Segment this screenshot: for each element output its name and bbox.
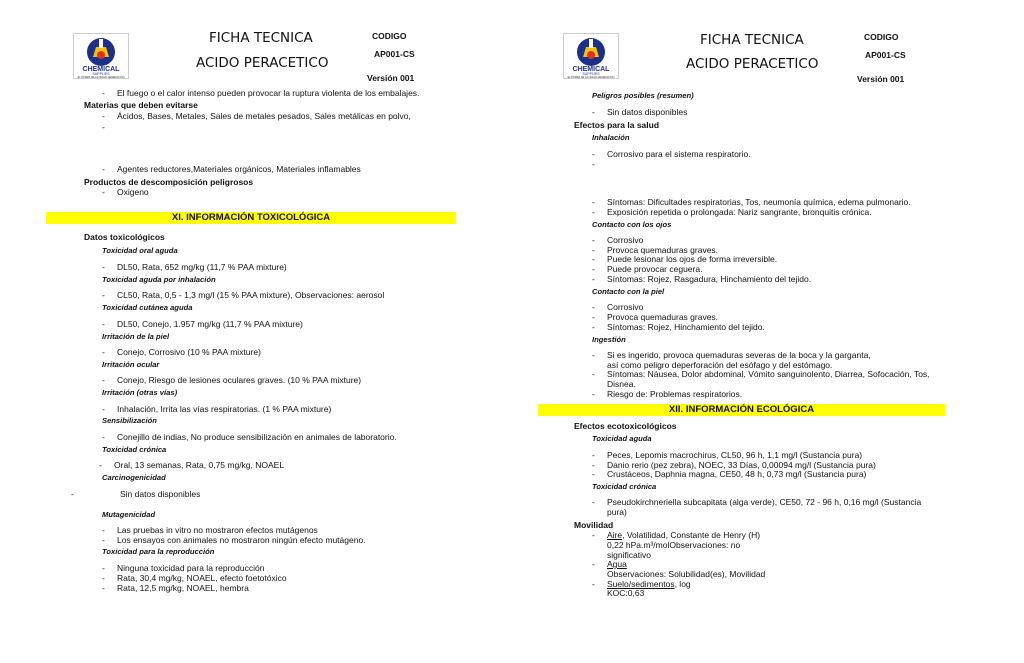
subsection-label: Irritación ocular bbox=[102, 360, 160, 369]
svg-text:SUPPLIES: SUPPLIES bbox=[582, 72, 600, 76]
svg-text:CHEMICAL: CHEMICAL bbox=[82, 66, 120, 73]
code-label: CODIGO bbox=[372, 31, 407, 41]
suelo-text: , log bbox=[674, 579, 691, 589]
code-value: AP001-CS bbox=[374, 49, 415, 59]
list-item-continuation: 0,22 hPa.m³/molObservaciones: no bbox=[607, 540, 741, 550]
section-band-xii bbox=[538, 404, 945, 416]
company-logo bbox=[563, 33, 619, 79]
bullet-dash: - bbox=[102, 535, 105, 545]
list-item: Rata, 30,4 mg/kg, NOAEL, efecto foetotóxico bbox=[117, 573, 287, 583]
sheet-subtitle: ACIDO PERACETICO bbox=[686, 56, 819, 72]
bullet-dash: - bbox=[592, 235, 595, 245]
bullet-dash: - bbox=[592, 469, 595, 479]
subsection-label: Ingestión bbox=[592, 335, 626, 344]
bullet-dash: - bbox=[102, 347, 105, 357]
subsection-label: Sensibilización bbox=[102, 416, 157, 425]
subsection-label: Peligros posibles (resumen) bbox=[592, 91, 694, 100]
bullet-dash: - bbox=[102, 563, 105, 573]
list-item bbox=[607, 530, 760, 540]
list-item: Las pruebas in vitro no mostraron efectos mutágenos bbox=[117, 525, 318, 535]
bullet-dash: - bbox=[102, 375, 105, 385]
bullet-dash: - bbox=[592, 149, 595, 159]
list-item: Riesgo de: Problemas respiratorios. bbox=[607, 389, 743, 399]
subsection-label: Irritación (otras vías) bbox=[102, 388, 178, 397]
bullet-dash: - bbox=[102, 111, 105, 121]
bullet-dash: - bbox=[592, 107, 595, 117]
aire-text: , Volatilidad, Constante de Henry (H) bbox=[622, 530, 761, 540]
bullet-dash: - bbox=[592, 207, 595, 217]
subsection-label: Contacto con la piel bbox=[592, 287, 665, 296]
bullet-dash: - bbox=[102, 187, 105, 197]
agua-label: Agua bbox=[607, 559, 627, 569]
subsection-label: Carcinogenicidad bbox=[102, 473, 166, 482]
bullet-dash: - bbox=[592, 530, 595, 540]
section-subtitle: Movilidad bbox=[574, 520, 614, 530]
list-item: Corrosivo bbox=[607, 302, 644, 312]
section-subtitle: Efectos ecotoxicológicos bbox=[574, 421, 677, 431]
sheet-title: FICHA TECNICA bbox=[209, 30, 313, 46]
aire-label: Aire bbox=[607, 530, 623, 540]
bullet-dash: - bbox=[592, 460, 595, 470]
bullet-dash: - bbox=[102, 319, 105, 329]
bullet-dash: - bbox=[592, 245, 595, 255]
bullet-dash: - bbox=[102, 290, 105, 300]
bullet-dash: - bbox=[592, 197, 595, 207]
sheet-subtitle: ACIDO PERACETICO bbox=[196, 55, 329, 71]
svg-text:CHEMICAL: CHEMICAL bbox=[572, 66, 610, 73]
section-subtitle: Productos de descomposición peligrosos bbox=[84, 177, 254, 187]
section-band-xi bbox=[46, 212, 456, 224]
subsection-label: Toxicidad para la reproducción bbox=[102, 547, 215, 556]
subsection-label: Toxicidad aguda por inhalación bbox=[102, 275, 216, 284]
section-subtitle: Materias que deben evitarse bbox=[84, 100, 198, 110]
list-item: Síntomas: Rojez, Hinchamiento del tejido. bbox=[607, 322, 765, 332]
list-item: Peces, Lepomis macrochirus, CL50, 96 h, 1,1 mg/l (Sustancia pura) bbox=[607, 450, 863, 460]
bullet-dash: - bbox=[592, 322, 595, 332]
sheet-title: FICHA TECNICA bbox=[700, 32, 804, 48]
bullet-dash: - bbox=[592, 302, 595, 312]
list-item: Conejo, Riesgo de lesiones oculares graves. (10 % PAA mixture) bbox=[117, 375, 362, 385]
bullet-dash: - bbox=[102, 525, 105, 535]
list-item: Síntomas: Náusea, Dolor abdominal, Vómito sanguinolento, Diarrea, Sofocación, Tos, bbox=[607, 369, 930, 379]
subsection-label: Toxicidad oral aguda bbox=[102, 246, 178, 255]
list-item: Corrosivo bbox=[607, 235, 644, 245]
list-item-continuation: Disnea. bbox=[607, 379, 636, 389]
bullet-dash: - bbox=[592, 369, 595, 379]
list-item: Corrosivo para el sistema respiratorio. bbox=[607, 149, 751, 159]
subsection-label: Inhalación bbox=[592, 133, 630, 142]
list-item: Exposición repetida o prolongada: Nariz sangrante, bronquitis crónica. bbox=[607, 207, 872, 217]
company-logo bbox=[73, 33, 129, 79]
svg-text:EL PODER DE LA NUEVA GENERACIÓ: EL PODER DE LA NUEVA GENERACIÓN bbox=[567, 76, 615, 79]
list-item: Conejillo de indias, No produce sensibilización en animales de laboratorio. bbox=[117, 432, 397, 442]
list-item: Provoca quemaduras graves. bbox=[607, 312, 719, 322]
section-heading: XII. INFORMACIÓN ECOLÓGICA bbox=[668, 404, 815, 415]
list-item: Los ensayos con animales no mostraron ningún efecto mutágeno. bbox=[117, 535, 366, 545]
bullet-dash: - bbox=[102, 573, 105, 583]
list-item: CL50, Rata, 0,5 - 1,3 mg/l (15 % PAA mixture), Observaciones: aerosol bbox=[117, 290, 385, 300]
list-item: Crustáceos, Daphnia magna, CE50, 48 h, 0,73 mg/l (Sustancia pura) bbox=[607, 469, 867, 479]
bullet-dash: - bbox=[102, 122, 105, 132]
bullet-dash: - bbox=[592, 264, 595, 274]
code-label: CODIGO bbox=[864, 32, 899, 42]
bullet-dash: - bbox=[102, 262, 105, 272]
list-item: Oral, 13 semanas, Rata, 0,75 mg/kg, NOAEL bbox=[114, 460, 285, 470]
list-item: Ninguna toxicidad para la reproducción bbox=[117, 563, 265, 573]
list-item: Conejo, Corrosivo (10 % PAA mixture) bbox=[117, 347, 261, 357]
section-subtitle: Efectos para la salud bbox=[574, 120, 660, 130]
list-item: Sin datos disponibles bbox=[607, 107, 688, 117]
subsection-label: Toxicidad crónica bbox=[102, 445, 167, 454]
page-right bbox=[512, 0, 1024, 663]
bullet-dash: - bbox=[592, 312, 595, 322]
list-item: Agentes reductores,Materiales orgánicos, Materiales inflamables bbox=[117, 164, 361, 174]
bullet-dash: - bbox=[592, 497, 595, 507]
list-item-continuation: pura) bbox=[607, 507, 627, 517]
list-item: Sin datos disponibles bbox=[120, 489, 201, 499]
subsection-label: Toxicidad crónica bbox=[592, 482, 657, 491]
list-item-continuation: significativo bbox=[607, 550, 651, 560]
section-heading: XI. INFORMACIÓN TOXICOLÓGICA bbox=[171, 212, 331, 223]
version-label: Versión 001 bbox=[857, 74, 905, 84]
bullet-dash: - bbox=[592, 450, 595, 460]
list-item: Provoca quemaduras graves. bbox=[607, 245, 719, 255]
section-subtitle: Datos toxicológicos bbox=[84, 232, 165, 242]
subsection-label: Irritación de la piel bbox=[102, 332, 170, 341]
svg-text:EL PODER DE LA NUEVA GENERACIÓ: EL PODER DE LA NUEVA GENERACIÓN bbox=[77, 76, 125, 79]
code-value: AP001-CS bbox=[865, 50, 906, 60]
list-item: Puede lesionar los ojos de forma irreversible. bbox=[607, 254, 778, 264]
bullet-dash: - bbox=[592, 159, 595, 169]
list-item: Oxigeno bbox=[117, 187, 149, 197]
list-item: Puede provocar ceguera. bbox=[607, 264, 703, 274]
list-item: DL50, Conejo, 1.957 mg/kg (11,7 % PAA mixture) bbox=[117, 319, 303, 329]
bullet-dash: - bbox=[592, 350, 595, 360]
subsection-label: Toxicidad cutánea aguda bbox=[102, 303, 193, 312]
list-item: Pseudokirchneriella subcapitata (alga verde), CE50, 72 - 96 h, 0,16 mg/l (Sustancia bbox=[607, 497, 922, 507]
list-item: DL50, Rata, 652 mg/kg (11,7 % PAA mixture) bbox=[117, 262, 287, 272]
subsection-label: Mutagenicidad bbox=[102, 510, 156, 519]
list-item: Síntomas: Dificultades respiratorias, Tos, neumonía química, edema pulmonario. bbox=[607, 197, 911, 207]
bullet-dash: - bbox=[102, 404, 105, 414]
bullet-dash: - bbox=[102, 583, 105, 593]
bullet-dash: - bbox=[102, 432, 105, 442]
bullet-dash: - bbox=[592, 254, 595, 264]
list-item-continuation: KOC:0,63 bbox=[607, 588, 645, 598]
bullet-dash: - bbox=[102, 164, 105, 174]
subsection-label: Contacto con los ojos bbox=[592, 220, 672, 229]
list-item-continuation: así como peligro deperforación del esófago y del estómago. bbox=[607, 360, 833, 370]
version-label: Versión 001 bbox=[367, 73, 415, 83]
bullet-dash: - bbox=[592, 274, 595, 284]
list-item: Ácidos, Bases, Metales, Sales de metales pesados, Sales metálicas en polvo, bbox=[117, 111, 411, 121]
list-item: El fuego o el calor intenso pueden provocar la ruptura violenta de los embalajes. bbox=[117, 88, 420, 98]
list-item: Danio rerio (pez zebra), NOEC, 33 Días, 0,00094 mg/l (Sustancia pura) bbox=[607, 460, 876, 470]
suelo-label: Suelo/sedimentos bbox=[607, 579, 675, 589]
bullet-dash: - bbox=[592, 389, 595, 399]
list-item: Inhalación, Irrita las vías respiratorias. (1 % PAA mixture) bbox=[117, 404, 332, 414]
subsection-label: Toxicidad aguda bbox=[592, 434, 652, 443]
list-item-continuation: Observaciones: Solubilidad(es), Movilidad bbox=[607, 569, 766, 579]
bullet-dash: - bbox=[71, 489, 74, 499]
bullet-dash: - bbox=[592, 559, 595, 569]
list-item: Si es ingerido, provoca quemaduras severas de la boca y la garganta, bbox=[607, 350, 871, 360]
list-item: Rata, 12,5 mg/kg, NOAEL, hembra bbox=[117, 583, 249, 593]
bullet-dash: - bbox=[102, 88, 105, 98]
bullet-dash: - bbox=[99, 460, 102, 470]
list-item: Síntomas: Rojez, Rasgadura, Hinchamiento del tejido. bbox=[607, 274, 812, 284]
bullet-dash: - bbox=[592, 579, 595, 589]
svg-text:SUPPLIES: SUPPLIES bbox=[92, 72, 110, 76]
